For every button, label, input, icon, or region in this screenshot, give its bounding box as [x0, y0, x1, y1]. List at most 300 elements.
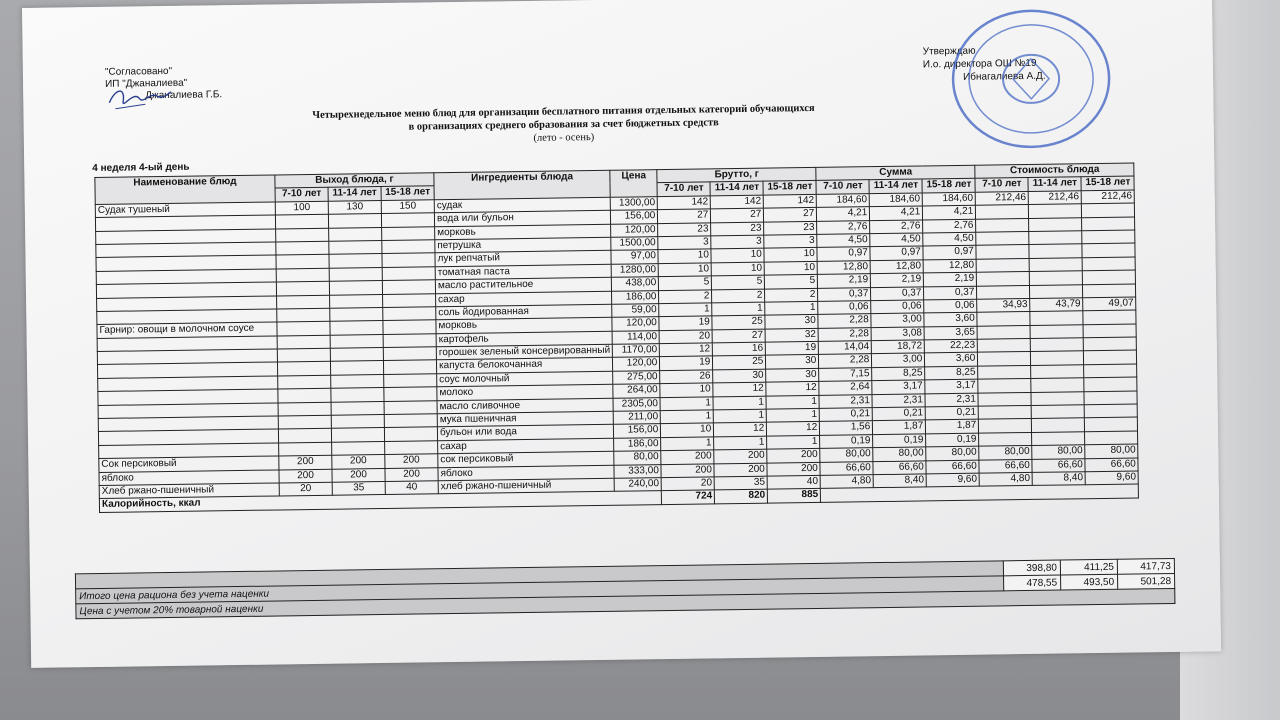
cost-age1	[976, 258, 1029, 272]
cost-age2	[1030, 284, 1083, 298]
yield-age2	[330, 307, 383, 321]
yield-age3: 150	[381, 200, 434, 214]
yield-age2	[328, 214, 381, 228]
sum-age1: 4,80	[820, 475, 873, 489]
brutto-age1: 142	[658, 196, 711, 210]
brutto-age3: 5	[765, 275, 818, 289]
brutto-age2: 1	[713, 396, 766, 410]
brutto-age2: 35	[714, 476, 767, 490]
ingredient-cell: бульон или вода	[437, 425, 613, 441]
header-cost-age2: 11-14 лет	[1028, 177, 1081, 191]
approved-right-line1: Утверждаю	[922, 45, 976, 58]
ingredient-cell: томатная паста	[435, 264, 611, 280]
sum-age3: 12,80	[923, 259, 976, 273]
sum-age2: 2,31	[872, 394, 925, 408]
calories-label: Калорийность, ккал	[99, 491, 661, 512]
cost-age2	[1031, 365, 1084, 379]
yield-age3: 200	[385, 467, 438, 481]
sum-age3: 0,21	[925, 406, 978, 420]
price-cell: 80,00	[614, 451, 661, 465]
brutto-age2: 1	[714, 409, 767, 423]
brutto-age2: 12	[713, 382, 766, 396]
sum-age2: 3,08	[871, 327, 924, 341]
sum-age2: 3,00	[872, 353, 925, 367]
cost-age2	[1031, 351, 1084, 365]
header-brutto: Брутто, г	[657, 167, 816, 183]
cost-age3: 9,60	[1085, 471, 1138, 485]
yield-age1	[278, 375, 331, 389]
cost-age3	[1085, 417, 1138, 431]
brutto-age2: 27	[712, 329, 765, 343]
brutto-age3: 200	[767, 449, 820, 463]
signature-icon	[105, 80, 175, 117]
brutto-age1: 200	[661, 450, 714, 464]
brutto-age2: 200	[714, 463, 767, 477]
cost-age1	[977, 325, 1030, 339]
ingredient-cell: морковь	[436, 318, 612, 334]
brutto-age2: 2	[712, 289, 765, 303]
yield-age1: 100	[275, 201, 328, 215]
brutto-age1: 1	[661, 410, 714, 424]
sum-age3: 1,87	[926, 420, 979, 434]
cost-age2	[1031, 338, 1084, 352]
title-line2: в организациях среднего образования за счет бюджетных средств	[408, 117, 719, 133]
ingredient-cell: петрушка	[435, 237, 611, 253]
ingredient-cell: хлеб ржано-пшеничный	[438, 478, 614, 494]
totals-table	[75, 558, 1176, 619]
cost-age3	[1084, 404, 1137, 418]
sum-age3: 66,60	[926, 460, 979, 474]
sum-age2: 4,50	[870, 233, 923, 247]
ingredient-cell: сахар	[438, 438, 614, 454]
price-cell: 2305,00	[613, 397, 660, 411]
cost-age2	[1029, 257, 1082, 271]
yield-age2: 35	[332, 481, 385, 495]
cost-age1	[978, 392, 1031, 406]
cost-age1	[979, 419, 1032, 433]
sum-age1: 0,97	[817, 247, 870, 261]
price-cell: 275,00	[613, 370, 660, 384]
sum-age3: 3,60	[924, 312, 977, 326]
sum-age3: 2,31	[925, 393, 978, 407]
totals-sum-age3: 417,73	[1117, 558, 1174, 574]
brutto-age3: 3	[764, 234, 817, 248]
yield-age1	[277, 322, 330, 336]
sum-age1: 0,37	[818, 287, 871, 301]
yield-age2	[329, 267, 382, 281]
sum-age2: 3,17	[872, 380, 925, 394]
dish-cell: Гарнир: овощи в молочном соусе	[97, 322, 277, 338]
yield-age3	[384, 400, 437, 414]
totals-no-markup-label: Итого цена рациона без учета наценки	[76, 576, 1004, 604]
cost-age3	[1084, 337, 1137, 351]
yield-age3	[382, 226, 435, 240]
price-cell: 120,00	[613, 357, 660, 371]
header-sum-age3: 15-18 лет	[922, 179, 975, 193]
yield-age1	[278, 415, 331, 429]
brutto-age1: 10	[660, 383, 713, 397]
totals-sum-age1: 398,80	[1003, 560, 1060, 576]
cost-age3	[1084, 391, 1137, 405]
ingredient-cell: лук репчатый	[435, 251, 611, 267]
sum-age3: 22,23	[925, 339, 978, 353]
ingredient-cell: сахар	[436, 291, 612, 307]
cost-age3	[1083, 310, 1136, 324]
brutto-age1: 27	[658, 209, 711, 223]
cost-age2	[1031, 391, 1084, 405]
cost-age3: 80,00	[1085, 444, 1138, 458]
yield-age3	[382, 266, 435, 280]
brutto-age3: 30	[765, 315, 818, 329]
totals-no-markup-age1: 478,55	[1004, 575, 1061, 591]
yield-age2	[331, 415, 384, 429]
ingredient-cell: капуста белокочанная	[436, 358, 612, 374]
brutto-age3: 40	[767, 475, 820, 489]
cost-age1	[976, 245, 1029, 259]
document-page	[22, 0, 1221, 668]
yield-age3	[383, 320, 436, 334]
yield-age2	[331, 428, 384, 442]
yield-age1: 200	[279, 455, 332, 469]
yield-age1	[276, 228, 329, 242]
yield-age2	[331, 388, 384, 402]
brutto-age1: 5	[659, 276, 712, 290]
brutto-age3: 27	[764, 208, 817, 222]
yield-age2	[330, 321, 383, 335]
ingredient-cell: судак	[434, 197, 610, 213]
approved-left-line1: "Согласовано"	[104, 65, 173, 78]
cost-age2	[1029, 204, 1082, 218]
sum-age2: 8,25	[872, 367, 925, 381]
sum-age2: 0,21	[872, 407, 925, 421]
brutto-age3: 2	[765, 288, 818, 302]
yield-age1	[276, 255, 329, 269]
yield-age2	[329, 240, 382, 254]
sum-age1: 0,21	[819, 408, 872, 422]
sum-age3: 80,00	[926, 446, 979, 460]
yield-age2	[329, 281, 382, 295]
sum-age2: 3,00	[871, 313, 924, 327]
yield-age2: 200	[332, 455, 385, 469]
sum-age1: 2,76	[817, 220, 870, 234]
sum-age1: 12,80	[817, 260, 870, 274]
cost-age1: 66,60	[979, 459, 1032, 473]
cost-age3	[1082, 243, 1135, 257]
brutto-age1: 19	[659, 316, 712, 330]
yield-age1	[276, 268, 329, 282]
cost-age1	[978, 365, 1031, 379]
yield-age2	[329, 254, 382, 268]
price-cell: 211,00	[614, 411, 661, 425]
brutto-age2: 10	[711, 262, 764, 276]
brutto-age3: 10	[764, 261, 817, 275]
sum-age2: 2,76	[870, 220, 923, 234]
cost-age1	[977, 285, 1030, 299]
brutto-age2: 30	[713, 369, 766, 383]
sum-age1: 2,19	[818, 274, 871, 288]
brutto-age3: 12	[767, 422, 820, 436]
cost-age3	[1083, 324, 1136, 338]
sum-age3: 3,17	[925, 379, 978, 393]
sum-age2: 0,97	[870, 246, 923, 260]
menu-table	[94, 162, 1139, 512]
brutto-age1: 1	[661, 437, 714, 451]
yield-age3	[382, 280, 435, 294]
cost-age2	[1030, 324, 1083, 338]
sum-age1: 80,00	[820, 448, 873, 462]
cost-age1	[977, 272, 1030, 286]
brutto-age1: 2	[659, 289, 712, 303]
yield-age3	[384, 387, 437, 401]
brutto-age1: 19	[660, 356, 713, 370]
brutto-age3: 19	[766, 341, 819, 355]
cost-age3: 49,07	[1083, 297, 1136, 311]
ingredient-cell: яблоко	[438, 465, 614, 481]
yield-age3	[383, 360, 436, 374]
yield-age2	[330, 361, 383, 375]
sum-age2: 2,19	[871, 273, 924, 287]
sum-age1: 2,28	[818, 327, 871, 341]
yield-age1	[277, 308, 330, 322]
price-cell: 264,00	[613, 384, 660, 398]
price-cell: 120,00	[611, 223, 658, 237]
cost-age2	[1031, 378, 1084, 392]
sum-age1: 7,15	[819, 368, 872, 382]
brutto-age1: 3	[658, 236, 711, 250]
ingredient-cell: соль йодированная	[436, 304, 612, 320]
sum-age3: 184,60	[922, 192, 975, 206]
brutto-age2: 3	[711, 235, 764, 249]
price-cell: 1500,00	[611, 237, 658, 251]
header-yield-age3: 15-18 лет	[381, 186, 434, 200]
brutto-age1: 26	[660, 370, 713, 384]
header-yield-age2: 11-14 лет	[328, 187, 381, 201]
cost-age3	[1085, 431, 1138, 445]
sum-age1: 4,21	[817, 207, 870, 221]
yield-age1	[277, 335, 330, 349]
brutto-age3: 12	[766, 382, 819, 396]
cost-age1: 34,93	[977, 298, 1030, 312]
yield-age3	[384, 427, 437, 441]
price-cell: 1280,00	[611, 263, 658, 277]
cost-age1	[977, 312, 1030, 326]
ingredient-cell: мука пшеничная	[437, 411, 613, 427]
sum-age3: 4,50	[923, 232, 976, 246]
yield-age1: 20	[279, 482, 332, 496]
yield-age1: 200	[279, 469, 332, 483]
cost-age2: 66,60	[1032, 458, 1085, 472]
cost-age2: 80,00	[1032, 445, 1085, 459]
sum-age3: 4,21	[923, 205, 976, 219]
yield-age3	[383, 307, 436, 321]
sum-age1: 14,04	[819, 341, 872, 355]
price-cell: 97,00	[611, 250, 658, 264]
yield-age3	[381, 213, 434, 227]
cost-age1	[978, 352, 1031, 366]
title-line1: Четырехнедельное меню блюд для организации бесплатного питания отдельных категорий обучающихся	[312, 102, 815, 121]
sum-age3: 0,19	[926, 433, 979, 447]
price-cell: 186,00	[614, 437, 661, 451]
yield-age3	[383, 333, 436, 347]
yield-age2: 200	[332, 468, 385, 482]
brutto-age1: 20	[661, 477, 714, 491]
cost-age3	[1084, 364, 1137, 378]
cost-age3: 212,46	[1081, 190, 1134, 204]
approved-right-line3: Ибнагалиева А.Д.	[962, 70, 1046, 83]
cost-age1	[979, 432, 1032, 446]
cost-age2	[1029, 244, 1082, 258]
cost-age2: 8,40	[1032, 472, 1085, 486]
yield-age2: 130	[328, 200, 381, 214]
brutto-age1: 10	[658, 263, 711, 277]
cost-age1	[976, 218, 1029, 232]
cost-age1	[976, 205, 1029, 219]
sum-age2: 80,00	[873, 447, 926, 461]
sum-age3: 3,65	[924, 326, 977, 340]
yield-age2	[330, 294, 383, 308]
brutto-age3: 30	[766, 368, 819, 382]
header-ingredients: Ингредиенты блюда	[434, 170, 611, 199]
header-cost-age3: 15-18 лет	[1081, 176, 1134, 190]
header-brutto-age1: 7-10 лет	[657, 182, 710, 196]
brutto-age3: 10	[764, 248, 817, 262]
yield-age2	[331, 401, 384, 415]
sum-age1: 66,60	[820, 461, 873, 475]
price-cell: 156,00	[614, 424, 661, 438]
brutto-age2: 1	[712, 302, 765, 316]
cost-age3: 66,60	[1085, 458, 1138, 472]
yield-age1	[276, 281, 329, 295]
sum-age2: 0,19	[873, 434, 926, 448]
cost-age1	[978, 379, 1031, 393]
price-cell: 333,00	[614, 464, 661, 478]
calories-age1: 724	[662, 490, 715, 504]
day-label: 4 неделя 4-ый день	[92, 161, 190, 175]
totals-markup-label: Цена с учетом 20% товарной наценки	[76, 588, 1175, 618]
cost-age1	[976, 231, 1029, 245]
sum-age2: 1,87	[873, 420, 926, 434]
brutto-age3: 142	[764, 194, 817, 208]
yield-age3	[384, 414, 437, 428]
brutto-age2: 10	[711, 249, 764, 263]
sum-age2: 4,21	[870, 206, 923, 220]
approved-left-line2: ИП "Джаналиева"	[104, 77, 188, 90]
brutto-age2: 16	[713, 342, 766, 356]
cost-age3	[1084, 350, 1137, 364]
cost-age2	[1029, 231, 1082, 245]
cost-age3	[1083, 270, 1136, 284]
header-dish: Наименование блюд	[95, 175, 275, 204]
totals-no-markup-age3: 501,28	[1118, 573, 1175, 589]
cost-age3	[1084, 377, 1137, 391]
yield-age3	[382, 253, 435, 267]
brutto-age2: 12	[714, 423, 767, 437]
sum-age3: 2,19	[924, 272, 977, 286]
header-brutto-age3: 15-18 лет	[763, 181, 816, 195]
cost-age2: 212,46	[1028, 191, 1081, 205]
brutto-age3: 200	[767, 462, 820, 476]
sum-age2: 12,80	[870, 260, 923, 274]
dish-cell: Судак тушеный	[95, 202, 275, 218]
yield-age1	[277, 362, 330, 376]
yield-age3	[384, 374, 437, 388]
dish-cell: Сок персиковый	[99, 456, 279, 472]
sum-age2: 8,40	[873, 474, 926, 488]
cost-age2	[1032, 418, 1085, 432]
cost-age3	[1082, 217, 1135, 231]
sum-age1: 184,60	[817, 193, 870, 207]
cost-age2	[1030, 311, 1083, 325]
cost-age3	[1083, 283, 1136, 297]
ingredient-cell: морковь	[435, 224, 611, 240]
brutto-age2: 25	[712, 315, 765, 329]
header-sum-age1: 7-10 лет	[816, 180, 869, 194]
yield-age1	[278, 402, 331, 416]
cost-age1: 80,00	[979, 446, 1032, 460]
brutto-age1: 12	[660, 343, 713, 357]
approved-left-line3: Джаналиева Г.Б.	[145, 89, 223, 102]
brutto-age1: 1	[659, 303, 712, 317]
document-title	[243, 101, 883, 149]
cost-age2: 43,79	[1030, 298, 1083, 312]
brutto-age1: 1	[660, 397, 713, 411]
header-brutto-age2: 11-14 лет	[710, 182, 763, 196]
yield-age3: 40	[385, 481, 438, 495]
brutto-age3: 30	[766, 355, 819, 369]
sum-age1: 2,31	[819, 394, 872, 408]
cost-age1	[978, 339, 1031, 353]
brutto-age1: 10	[658, 249, 711, 263]
calories-age3: 885	[768, 489, 821, 503]
brutto-age3: 1	[767, 435, 820, 449]
brutto-age2: 27	[711, 208, 764, 222]
price-cell: 1300,00	[611, 196, 658, 210]
sum-age2: 0,06	[871, 300, 924, 314]
brutto-age3: 1	[767, 408, 820, 422]
sum-age2: 66,60	[873, 461, 926, 475]
header-sum: Сумма	[816, 165, 975, 181]
price-cell: 114,00	[612, 330, 659, 344]
cost-age1	[978, 405, 1031, 419]
brutto-age3: 23	[764, 221, 817, 235]
brutto-age2: 5	[712, 275, 765, 289]
sum-age1: 2,64	[819, 381, 872, 395]
yield-age3	[383, 347, 436, 361]
sum-age2: 184,60	[870, 193, 923, 207]
yield-age1	[278, 388, 331, 402]
sum-age1: 0,19	[820, 434, 873, 448]
header-yield-age1: 7-10 лет	[275, 188, 328, 202]
ingredient-cell: картофель	[436, 331, 612, 347]
title-line3: (лето - осень)	[533, 132, 595, 144]
brutto-age3: 32	[765, 328, 818, 342]
yield-age2	[332, 441, 385, 455]
cost-age2	[1030, 271, 1083, 285]
sum-age1: 2,28	[819, 354, 872, 368]
sum-age1: 4,50	[817, 234, 870, 248]
yield-age1	[277, 348, 330, 362]
price-cell: 438,00	[612, 277, 659, 291]
sum-age3: 0,97	[923, 246, 976, 260]
cost-age1: 212,46	[975, 191, 1028, 205]
cost-age2	[1031, 405, 1084, 419]
header-yield: Выход блюда, г	[275, 173, 434, 189]
sum-age3: 2,76	[923, 219, 976, 233]
sum-age3: 0,37	[924, 286, 977, 300]
cost-age3	[1082, 203, 1135, 217]
price-cell: 186,00	[612, 290, 659, 304]
totals-sum-age2: 411,25	[1060, 559, 1117, 575]
